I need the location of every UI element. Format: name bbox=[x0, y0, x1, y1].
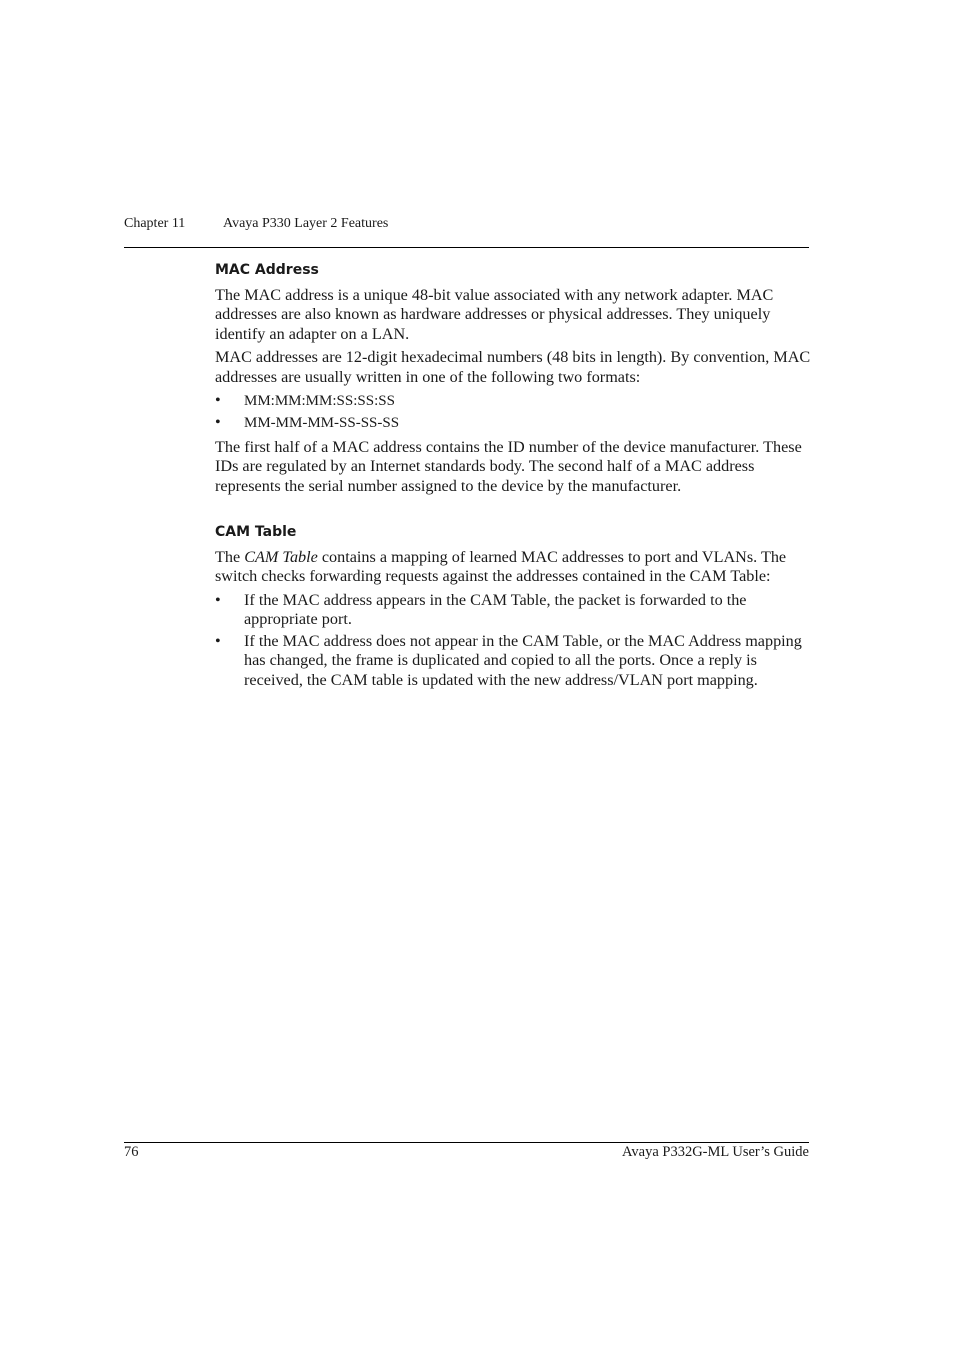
list-item bbox=[215, 391, 815, 411]
paragraph-mac-halves: The first half of a MAC address contains the ID number of the device manufacturer. These IDs are regulated by an Internet standards body. The second half of a MAC address represents the serial number assigned to the device by the manufacturer. bbox=[215, 437, 802, 495]
paragraph-mac-definition: The MAC address is a unique 48-bit value associated with any network adapter. MAC addresses are also known as hardware addresses or physical addresses. They uniquely identify an adapter on a LAN. bbox=[215, 286, 774, 343]
running-header bbox=[124, 216, 809, 236]
bullet-icon: • bbox=[215, 413, 221, 432]
section-heading-cam: CAM Table bbox=[215, 524, 297, 541]
page-number: 76 bbox=[124, 1144, 139, 1160]
section-mac-address bbox=[215, 260, 815, 496]
cam-rule-list bbox=[215, 591, 815, 690]
chapter-title: Avaya P330 Layer 2 Features bbox=[223, 216, 389, 231]
page-body bbox=[215, 260, 815, 694]
section-heading-mac: MAC Address bbox=[215, 262, 319, 278]
list-item bbox=[215, 591, 815, 630]
cam-rule-found: If the MAC address appears in the CAM Table, the packet is forwarded to the appropriate port. bbox=[244, 590, 747, 629]
running-footer bbox=[124, 1144, 809, 1164]
bullet-icon: • bbox=[215, 631, 221, 650]
cam-intro-term: CAM Table bbox=[244, 548, 318, 567]
chapter-number: Chapter 11 bbox=[124, 216, 186, 231]
paragraph-cam-intro bbox=[215, 548, 815, 587]
list-item bbox=[215, 632, 815, 690]
cam-intro-post: contains a mapping of learned MAC addresses to port and VLANs. The switch checks forwarding requests against the addresses contained in the CAM Table: bbox=[215, 548, 787, 586]
bullet-icon: • bbox=[215, 391, 221, 410]
paragraph-mac-format: MAC addresses are 12-digit hexadecimal numbers (48 bits in length). By convention, MAC addresses are usually written in one of the following two formats: bbox=[215, 348, 811, 386]
format-colon: MM:MM:MM:SS:SS:SS bbox=[244, 393, 395, 410]
section-cam-table bbox=[215, 522, 815, 690]
footer-rule bbox=[124, 1142, 809, 1143]
cam-rule-not-found: If the MAC address does not appear in the CAM Table, or the MAC Address mapping has changed, the frame is duplicated and copied to all the ports. Once a reply is received, the CAM table is updated with the new address/VLAN port mapping. bbox=[244, 631, 802, 689]
format-dash: MM-MM-MM-SS-SS-SS bbox=[244, 415, 400, 432]
list-item bbox=[215, 413, 815, 433]
bullet-icon: • bbox=[215, 590, 221, 609]
guide-title: Avaya P332G-ML User’s Guide bbox=[622, 1144, 809, 1160]
header-rule bbox=[124, 247, 809, 248]
mac-format-list bbox=[215, 391, 815, 434]
cam-intro-pre: The bbox=[215, 548, 245, 567]
